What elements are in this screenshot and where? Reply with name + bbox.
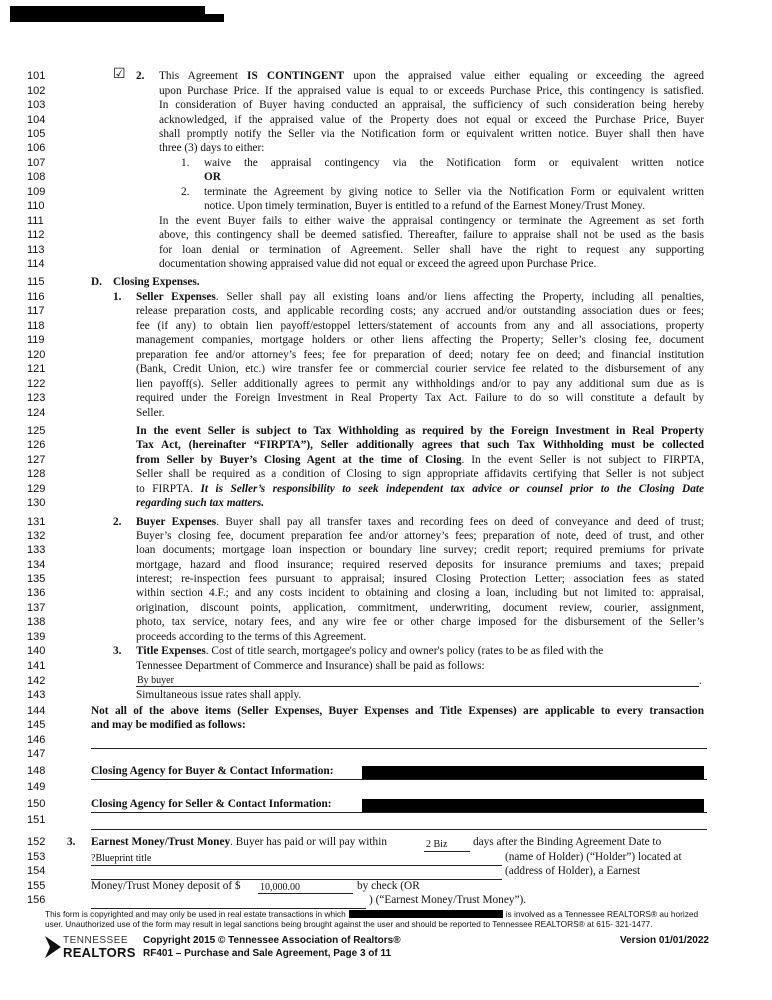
line-number: 117 bbox=[27, 305, 45, 317]
text-line: within section 4.F.; and any costs incident to obtaining and closing a loan, including but not limited to: appraisal, bbox=[136, 587, 704, 599]
text-line: This Agreement IS CONTINGENT upon the appraised value either equaling or exceeding the agreed bbox=[159, 70, 704, 82]
text-line: In consideration of Buyer having conducted an appraisal, the sufficiency of such consideration being hereby bbox=[159, 99, 704, 111]
or-label: OR bbox=[204, 171, 221, 183]
footer-form-id: RF401 – Purchase and Sale Agreement, Page 3 of 11 bbox=[143, 948, 392, 959]
line-number: 131 bbox=[27, 516, 46, 528]
footer-version: Version 01/01/2022 bbox=[620, 935, 709, 946]
text-line: mortgage, hazard and flood insurance; required reserved deposits for insurance premiums and taxes; prepaid bbox=[136, 559, 704, 571]
text-line: management companies, mortgage holders or other liens affecting the Property; Seller’s closing fee, document bbox=[136, 334, 704, 346]
text-line: upon Purchase Price. If the appraised value is equal to or exceeds Purchase Price, this contingency is satisfied. bbox=[159, 85, 704, 97]
deposit-amount-field[interactable]: 10,000.00 bbox=[260, 882, 300, 893]
earnest-days-line bbox=[424, 851, 470, 852]
section-title: Closing Expenses. bbox=[113, 276, 200, 288]
line-number: 106 bbox=[27, 142, 46, 154]
realtors-logo-mark-icon bbox=[45, 936, 61, 958]
line-number: 154 bbox=[27, 865, 46, 877]
text-line: loan documents; mortgage loan inspection or boundary line survey; credit report; required premiums for private bbox=[136, 544, 704, 556]
text-line: days after the Binding Agreement Date to bbox=[473, 836, 662, 848]
line-number: 126 bbox=[27, 439, 46, 451]
closing-agency-buyer-line[interactable] bbox=[91, 779, 707, 780]
line-number: 155 bbox=[27, 880, 46, 892]
text-line: documentation showing appraised value did not equal or exceed the agreed upon Purchase Price. bbox=[159, 258, 597, 270]
text-line: Seller Expenses. Seller shall pay all existing loans and/or liens affecting the Property, including all penalties, bbox=[136, 291, 704, 303]
earnest-days-field[interactable]: 2 Biz bbox=[426, 839, 448, 850]
text-line: Buyer’s closing fee, document preparation fee and/or attorney’s fees; preparation of note, deed of trust, and other bbox=[136, 530, 704, 542]
line-number: 122 bbox=[27, 378, 46, 390]
line-number: 136 bbox=[27, 587, 46, 599]
line-number: 146 bbox=[27, 734, 46, 746]
text-line: proceeds according to the terms of this Agreement. bbox=[136, 631, 367, 643]
text-line: and may be modified as follows: bbox=[91, 719, 246, 731]
line-end: . bbox=[699, 675, 702, 687]
deposit-amount-line bbox=[258, 893, 353, 894]
text-line: fee (if any) to obtain lien payoff/estoppel letters/statement of accounts from any and all associations, property bbox=[136, 320, 704, 332]
line-number: 113 bbox=[27, 244, 45, 256]
item-number: 3. bbox=[67, 836, 76, 848]
line-number: 110 bbox=[27, 200, 45, 212]
line-number: 127 bbox=[27, 454, 46, 466]
line-number: 148 bbox=[27, 765, 46, 777]
line-number: 128 bbox=[27, 468, 46, 480]
item-number: 2. bbox=[136, 70, 145, 82]
text-line: by check (OR bbox=[357, 880, 420, 892]
line-number: 124 bbox=[27, 407, 46, 419]
text-line: (address of Holder), a Earnest bbox=[505, 865, 641, 877]
line-number: 114 bbox=[27, 258, 45, 270]
text-line: three (3) days to either: bbox=[159, 142, 265, 154]
text-line: required under the Foreign Investment in Real Property Tax Act. Failure to do so will constitute a default by bbox=[136, 392, 704, 404]
text-line: release preparation costs, and applicable recording costs; any accrued and/or outstanding association dues or fees; bbox=[136, 305, 704, 317]
closing-agency-extra-line[interactable] bbox=[91, 829, 707, 830]
closing-agency-buyer-label: Closing Agency for Buyer & Contact Information: bbox=[91, 765, 334, 777]
text-line: to FIRPTA. It is Seller’s responsibility to seek independent tax advice or counsel prior to the Closing Date bbox=[136, 483, 704, 495]
title-expense-line bbox=[136, 686, 699, 687]
text-line: ) (“Earnest Money/Trust Money”). bbox=[369, 894, 527, 906]
text-line: terminate the Agreement by giving notice to Seller via the Notification Form or equivalent written bbox=[204, 186, 704, 198]
holder-name-line bbox=[91, 865, 502, 866]
text-line: (Bank, Credit Union, etc.) wire transfer fee or commercial courier service fee related to the disbursement of any bbox=[136, 363, 704, 375]
line-number: 112 bbox=[27, 229, 45, 241]
text-line: (name of Holder) (“Holder”) located at bbox=[505, 851, 682, 863]
line-number: 105 bbox=[27, 128, 46, 140]
header-redaction-2 bbox=[10, 14, 224, 22]
line-number: 104 bbox=[27, 114, 46, 126]
text-line: lien payoff(s). Seller additionally agrees to permit any withholdings and/or to pay any additional sum due as is bbox=[136, 378, 704, 390]
text-line: Title Expenses. Cost of title search, mortgagee's policy and owner's policy (rates to be as filed with the bbox=[136, 645, 604, 657]
text-line: waive the appraisal contingency via the Notification form or equivalent written notice bbox=[204, 157, 704, 169]
text-line: Seller shall be required as a condition of Closing to sign appropriate affidavits certifying that Seller is not subject bbox=[136, 468, 704, 480]
line-number: 102 bbox=[27, 85, 46, 97]
holder-name-field[interactable]: ?Blueprint title bbox=[91, 853, 152, 864]
line-number: 130 bbox=[27, 497, 46, 509]
text-line: Simultaneous issue rates shall apply. bbox=[136, 689, 302, 701]
line-number: 132 bbox=[27, 530, 46, 542]
option-number: 2. bbox=[181, 186, 190, 198]
line-number: 150 bbox=[27, 798, 46, 810]
footer-copyright: Copyright 2015 © Tennessee Association of Realtors® bbox=[143, 935, 401, 946]
line-number: 116 bbox=[27, 291, 45, 303]
text-line: Seller. bbox=[136, 407, 165, 419]
line-number: 135 bbox=[27, 573, 46, 585]
line-number: 144 bbox=[27, 705, 46, 717]
text-line: shall promptly notify the Seller via the Notification form or equivalent written notice. Buyer shall then have bbox=[159, 128, 704, 140]
text-line: interest; re-inspection fees pursuant to appraisal; insured Closing Protection Letter; association fees as stated bbox=[136, 573, 704, 585]
title-expense-field[interactable]: By buyer bbox=[137, 675, 174, 686]
modification-line-1[interactable] bbox=[91, 748, 707, 749]
closing-agency-seller-line[interactable] bbox=[91, 812, 707, 813]
line-number: 118 bbox=[27, 320, 45, 332]
line-number: 156 bbox=[27, 894, 46, 906]
line-number: 133 bbox=[27, 544, 46, 556]
text-line: origination, discount points, application, commitment, underwriting, document review, courier, assignment, bbox=[136, 602, 704, 614]
line-number: 137 bbox=[27, 602, 46, 614]
contingency-checkbox[interactable]: ☑ bbox=[113, 67, 126, 82]
line-number: 103 bbox=[27, 99, 46, 111]
line-number: 111 bbox=[27, 215, 44, 227]
logo-text-top: TENNESSEE bbox=[63, 935, 129, 946]
text-line: Tax Act, (hereinafter “FIRPTA”), Seller additionally agrees that such Tax Withholding must be collected bbox=[136, 439, 704, 451]
text-line: Not all of the above items (Seller Expenses, Buyer Expenses and Title Expenses) are applicable to every transaction bbox=[91, 705, 704, 717]
line-number: 108 bbox=[27, 171, 46, 183]
item-number: 2. bbox=[113, 516, 122, 528]
text-line: Buyer Expenses. Buyer shall pay all transfer taxes and recording fees on deed of conveyance and deed of trust; bbox=[136, 516, 704, 528]
text-line: above, this contingency shall be deemed satisfied. Thereafter, failure to appraise shall not be used as the basis bbox=[159, 229, 704, 241]
line-number: 140 bbox=[27, 645, 46, 657]
text-line: for loan denial or termination of Agreement. Seller shall have the right to request any supporting bbox=[159, 244, 704, 256]
text-line: In the event Buyer fails to either waive the appraisal contingency or terminate the Agreement as set forth bbox=[159, 215, 704, 227]
line-number: 119 bbox=[27, 334, 45, 346]
footer-redaction bbox=[349, 910, 503, 918]
line-number: 129 bbox=[27, 483, 46, 495]
tennessee-realtors-logo bbox=[45, 935, 140, 959]
closing-agency-buyer-redaction bbox=[362, 766, 704, 779]
line-number: 149 bbox=[27, 781, 46, 793]
item-number: 3. bbox=[113, 645, 122, 657]
text-line: Money/Trust Money deposit of $ bbox=[91, 880, 241, 892]
line-number: 107 bbox=[27, 157, 46, 169]
line-number: 120 bbox=[27, 349, 46, 361]
text-line: notice. Upon timely termination, Buyer is entitled to a refund of the Earnest Money/Trust Money. bbox=[204, 200, 645, 212]
line-number: 109 bbox=[27, 186, 46, 198]
line-number: 134 bbox=[27, 559, 46, 571]
line-number: 151 bbox=[27, 814, 46, 826]
text-line: regarding such tax matters. bbox=[136, 497, 265, 509]
line-number: 101 bbox=[27, 70, 46, 82]
footer-copyright-notice: This form is copyrighted and may only be used in real estate transactions in which is involved as a Tennessee REALTORS® au horized bbox=[45, 909, 699, 919]
text-line: photo, tax service, notary fees, and any wire fee or other charge imposed for the disbursement of the Seller’s bbox=[136, 616, 704, 628]
item-number: 1. bbox=[113, 291, 122, 303]
line-number: 145 bbox=[27, 719, 46, 731]
text-line: In the event Seller is subject to Tax Withholding as required by the Foreign Investment in Real Property bbox=[136, 425, 704, 437]
option-number: 1. bbox=[181, 157, 190, 169]
line-number: 121 bbox=[27, 363, 46, 375]
closing-agency-seller-label: Closing Agency for Seller & Contact Information: bbox=[91, 798, 332, 810]
line-number: 125 bbox=[27, 425, 46, 437]
text-line: Tennessee Department of Commerce and Insurance) shall be paid as follows: bbox=[136, 660, 485, 672]
logo-text-bottom: REALTORS bbox=[63, 945, 136, 960]
line-number: 153 bbox=[27, 851, 46, 863]
line-number: 115 bbox=[27, 276, 45, 288]
closing-agency-seller-redaction bbox=[362, 799, 704, 812]
text-line: from Seller by Buyer’s Closing Agent at the time of Closing. In the event Seller is not subject to FIRPTA, bbox=[136, 454, 704, 466]
text-line: preparation fee and/or attorney’s fees; fee for preparation of deed; notary fee on deed; and financial institution bbox=[136, 349, 704, 361]
footer-usage-notice: user. Unauthorized use of the form may result in legal sanctions being brought against the user and should be reported to Tennessee REALTORS® at 615- 321-1477. bbox=[45, 919, 653, 929]
line-number: 141 bbox=[27, 660, 46, 672]
text-line: acknowledged, if the appraised value of the Property does not equal or exceed the Purchase Price, Buyer bbox=[159, 114, 704, 126]
line-number: 147 bbox=[27, 748, 46, 760]
line-number: 152 bbox=[27, 836, 46, 848]
line-number: 123 bbox=[27, 392, 46, 404]
section-label: D. bbox=[91, 276, 102, 288]
text-line: Earnest Money/Trust Money. Buyer has paid or will pay within bbox=[91, 836, 387, 848]
line-number: 139 bbox=[27, 631, 46, 643]
line-number: 143 bbox=[27, 689, 46, 701]
line-number: 138 bbox=[27, 616, 46, 628]
line-number: 142 bbox=[27, 675, 46, 687]
